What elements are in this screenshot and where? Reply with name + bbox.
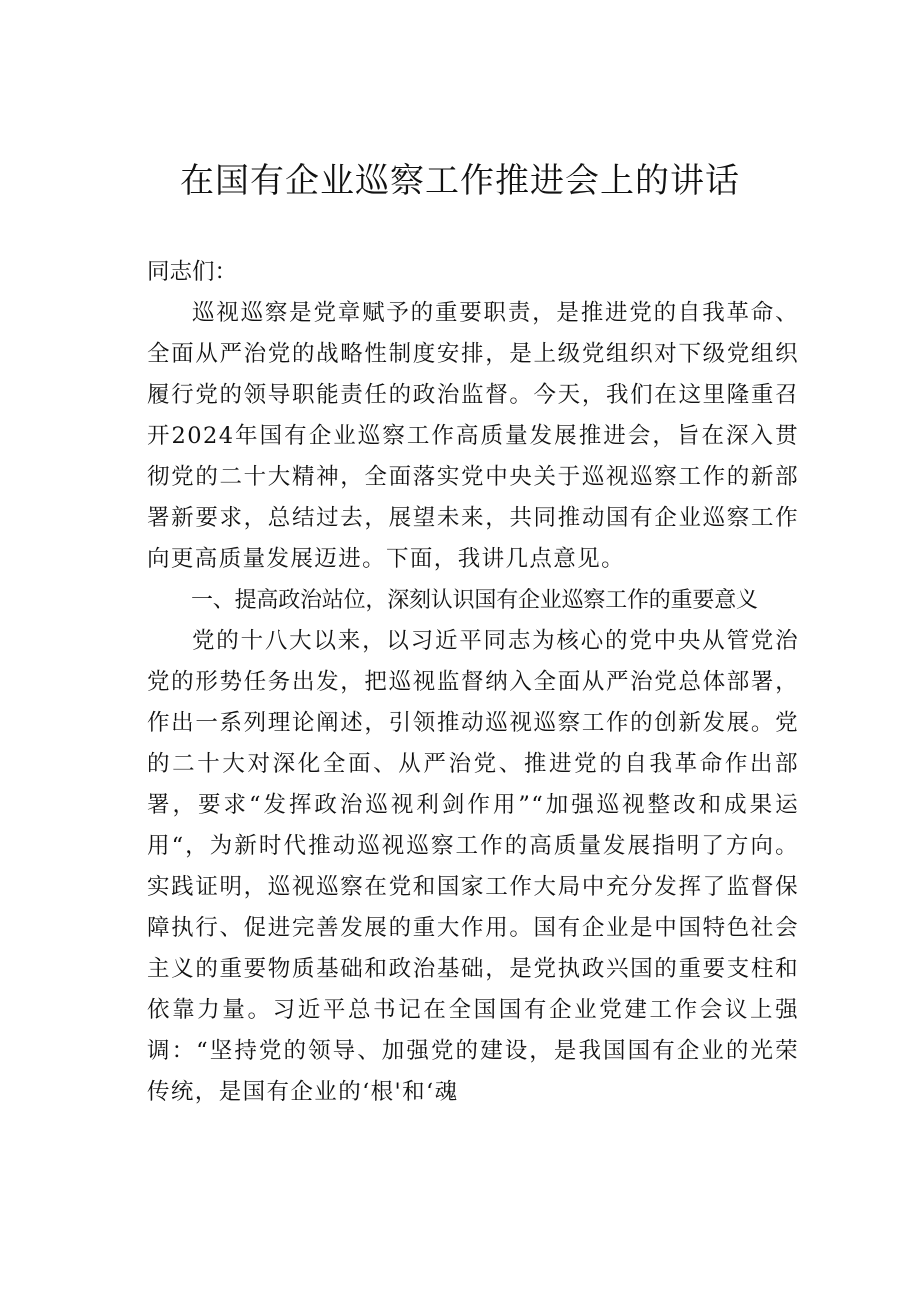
intro-paragraph: 巡视巡察是党章赋予的重要职责，是推进党的自我革命、全面从严治党的战略性制度安排，是上级党组织对下级党组织履行党的领导职能责任的政治监督。今天，我们在这里隆重召开2024年国有企业巡察工作高质量发展推进会，旨在深入贯彻党的二十大精神，全面落实党中央关于巡视巡察工作的新部署新要求，总结过去，展望未来，共同推动国有企业巡察工作向更高质量发展迈进。下面，我讲几点意见。 [147,300,799,572]
section-heading: 一、提高政治站位，深刻认识国有企业巡察工作的重要意义 [191,588,758,613]
section-paragraph: 党的十八大以来，以习近平同志为核心的党中央从管党治党的形势任务出发，把巡视监督纳入全面从严治党总体部署，作出一系列理论阐述，引领推动巡视巡察工作的创新发展。党的二十大对深化全面、从严治党、推进党的自我革命作出部署，要求“发挥政治巡视利剑作用”“加强巡视整改和成果运用“，为新时代推动巡视巡察工作的高质量发展指明了方向。实践证明，巡视巡察在党和国家工作大局中充分发挥了监督保障执行、促进完善发展的重大作用。国有企业是中国特色社会主义的重要物质基础和政治基础，是党执政兴国的重要支柱和依靠力量。习近平总书记在全国国有企业党建工作会议上强调：“坚持党的领导、加强党的建设，是我国国有企业的光荣传统，是国有企业的‘根'和‘魂 [147,628,799,1105]
document-title: 在国有企业巡察工作推进会上的讲话 [180,161,740,201]
document-body [147,252,799,1113]
salutation: 同志们： [147,259,238,285]
